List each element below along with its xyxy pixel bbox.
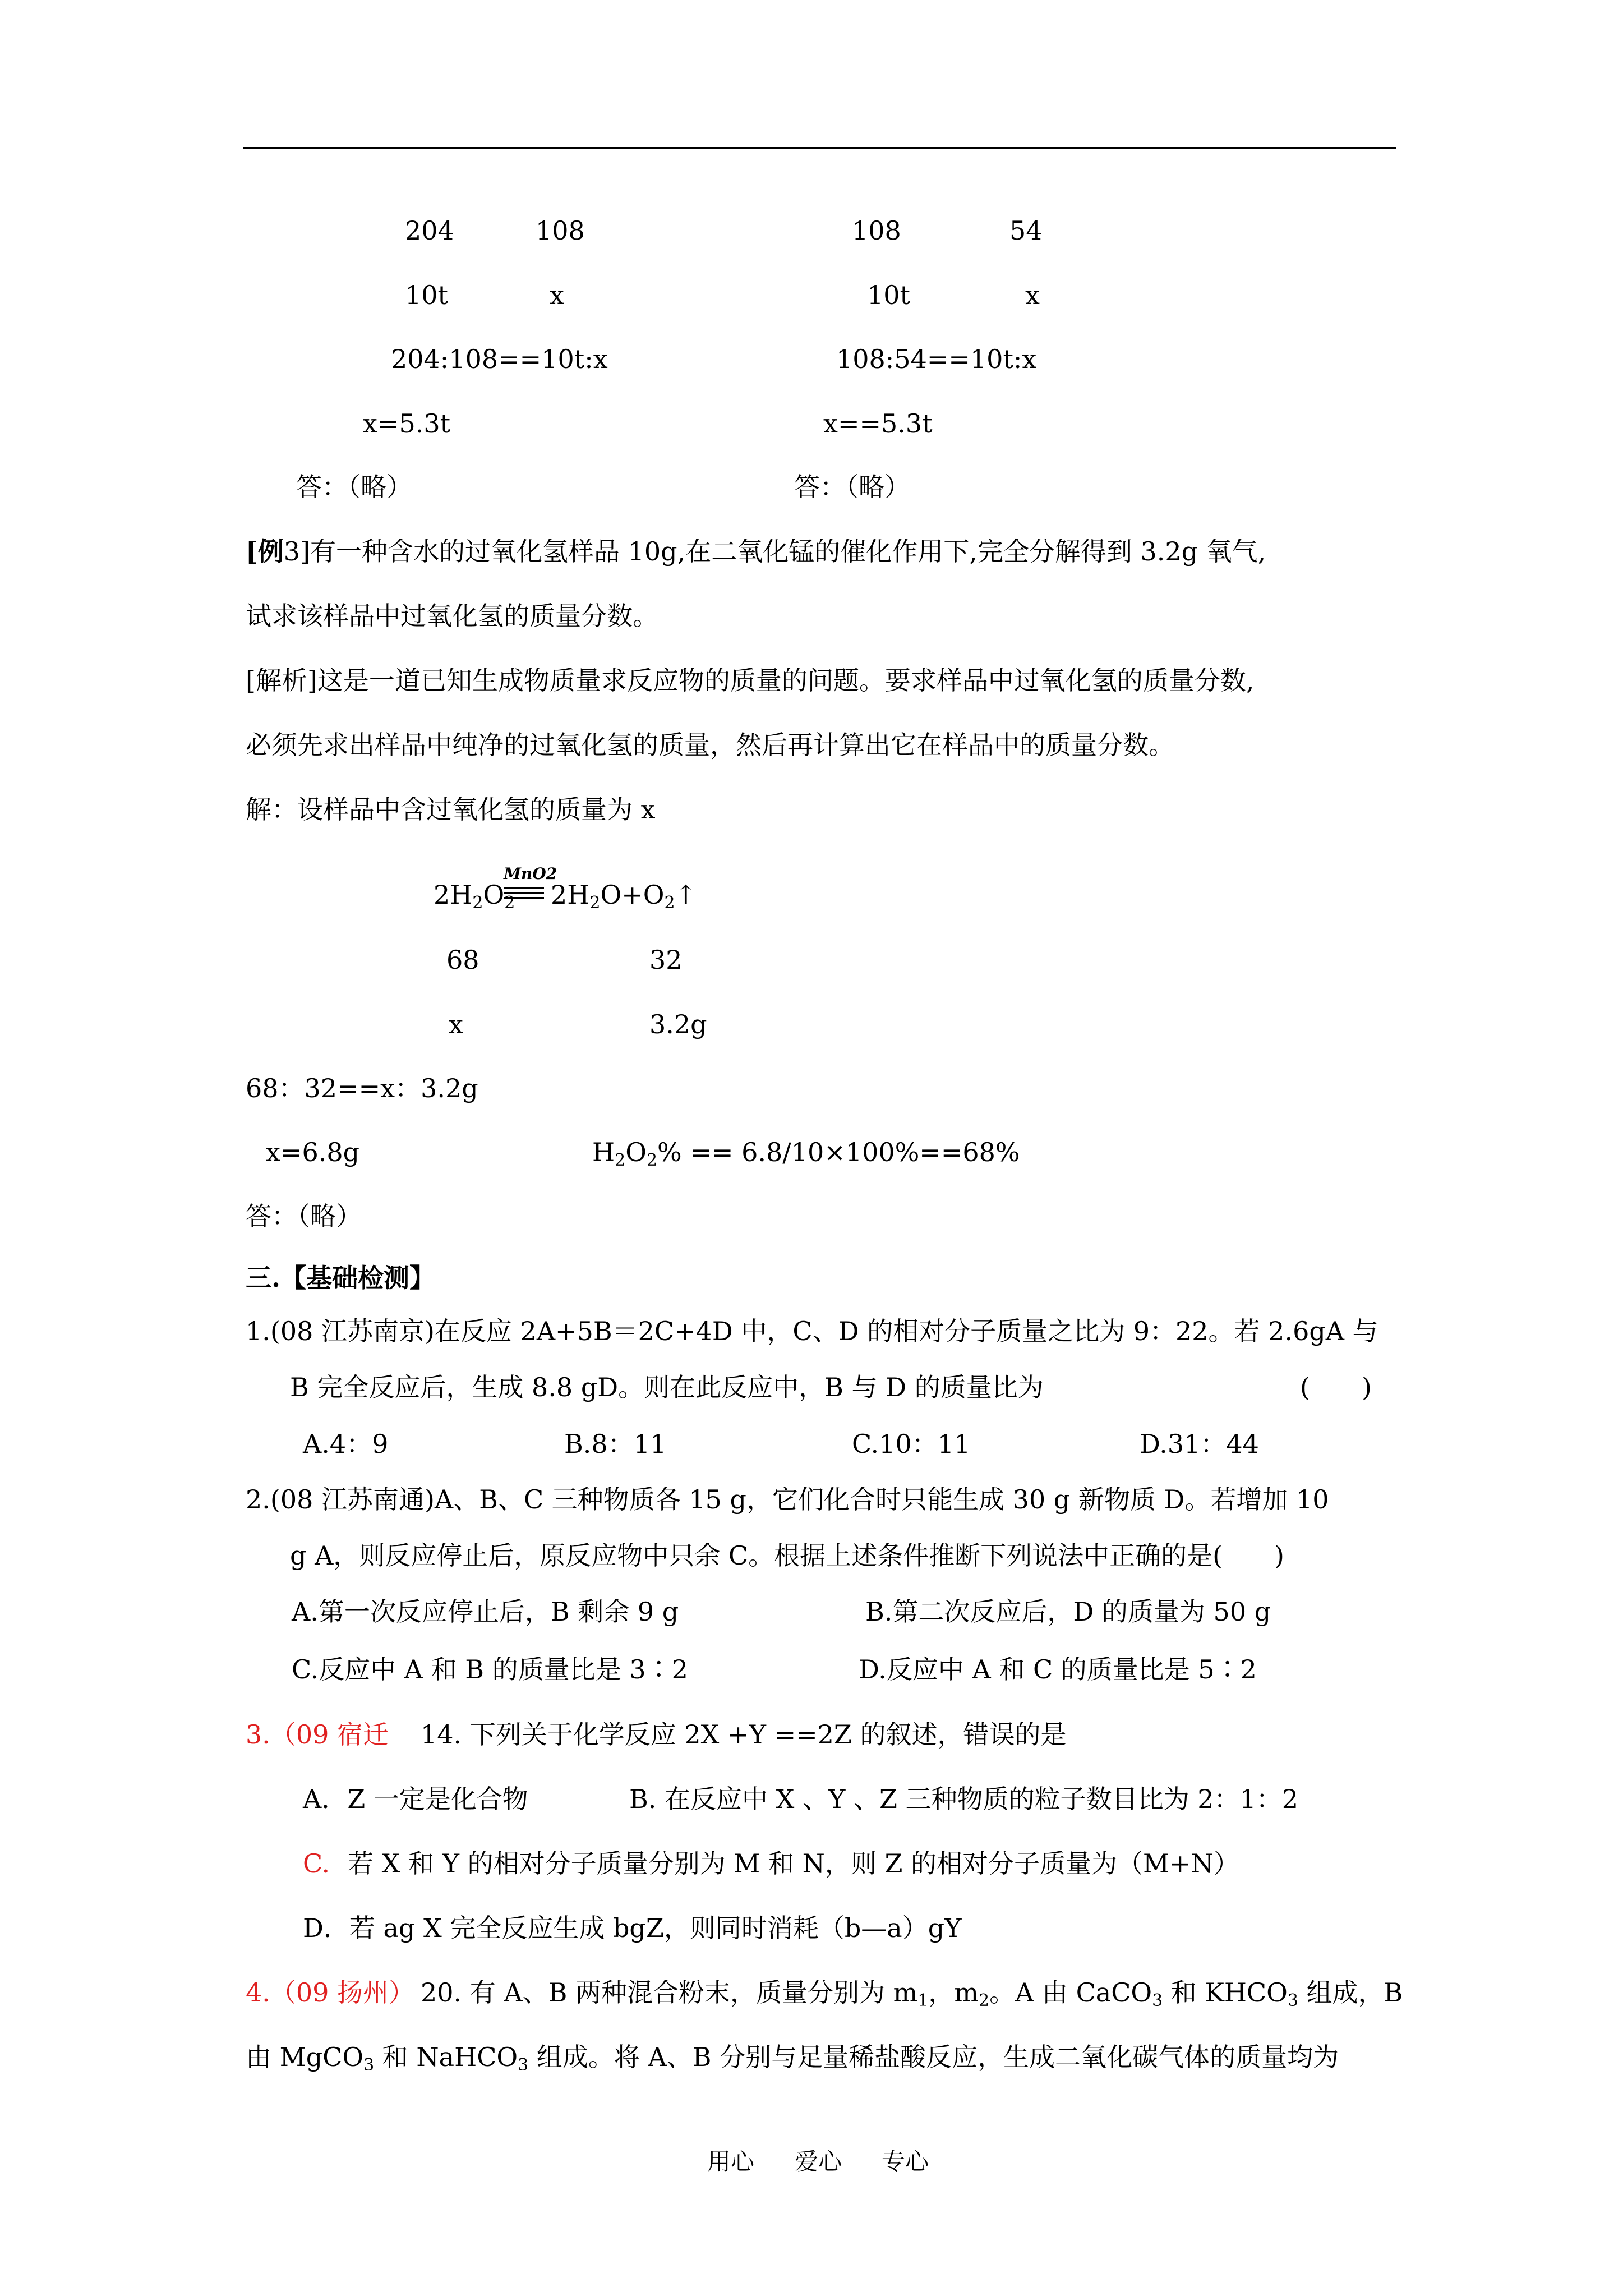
question-4-source: 4.（09 扬州） — [246, 1977, 415, 2008]
option-b: B.第二次反应后，D 的质量为 50 g — [865, 1596, 1271, 1627]
example-question: 试求该样品中过氧化氢的质量分数。 — [246, 601, 658, 631]
calc-ratio: 204:108==10t:x — [391, 344, 608, 374]
option-d: D.31：44 — [1140, 1429, 1259, 1459]
option-d: D．若 ag X 完全反应生成 bgZ，则同时消耗（b—a）gY — [303, 1913, 962, 1943]
option-a: A.第一次反应停止后，B 剩余 9 g — [292, 1596, 679, 1627]
answer-text: 答：（略） — [246, 1201, 362, 1231]
question-1-text: B 完全反应后，生成 8.8 gD。则在此反应中，B 与 D 的质量比为 — [290, 1372, 1044, 1402]
calc-answer: 答：（略） — [794, 472, 910, 502]
question-4-text: 20. 有 A、B 两种混合粉末，质量分别为 $m_1$，$m_2$。A 由 CaCO$_3$ 和 $KHCO_3$ 组成，B — [421, 1977, 1403, 2010]
answer-bracket: ( ) — [1300, 1372, 1372, 1402]
result-text: x=6.8g — [266, 1137, 360, 1167]
option-d: D.反应中 A 和 C 的质量比是 5∶2 — [859, 1654, 1257, 1685]
footer-text: 用心 — [707, 2148, 755, 2175]
equation-right: $2H_2O+O_2↑$ — [551, 880, 697, 913]
molar-mass: 32 — [649, 945, 683, 975]
footer-text: 爱心 — [795, 2148, 842, 2175]
percent-text: $H_2O_2\% == 6.8/10\times 100\%==68\%$ — [592, 1137, 1020, 1170]
calc-value: 204 — [405, 215, 454, 246]
option-c: 若 X 和 Y 的相对分子质量分别为 M 和 N，则 Z 的相对分子质量为（M+N） — [348, 1848, 1239, 1879]
footer-text: 专心 — [882, 2148, 929, 2175]
question-4-text: 由 MgCO$_3$ 和 NaHCO$_3$ 组成。将 A、B 分别与足量稀盐酸反应，生成二氧化碳气体的质量均为 — [246, 2042, 1339, 2075]
option-c: C.10：11 — [852, 1429, 971, 1459]
calc-value: 108 — [852, 215, 901, 246]
calc-answer: 答：（略） — [296, 472, 412, 502]
molar-mass: 68 — [446, 945, 479, 975]
option-c: C.反应中 A 和 B 的质量比是 3∶2 — [292, 1654, 688, 1685]
mass-variable: x — [449, 1009, 463, 1039]
calc-value: x — [550, 280, 564, 310]
header-rule — [243, 147, 1396, 149]
option-c-label: C. — [303, 1848, 330, 1879]
calc-ratio: 108:54==10t:x — [836, 344, 1037, 374]
mass-value: 3.2g — [649, 1009, 707, 1039]
option-a: A．Z 一定是化合物 — [303, 1784, 528, 1814]
up-arrow-icon: ↑ — [675, 880, 697, 910]
question-3-source: 3.（09 宿迁 — [246, 1719, 389, 1750]
question-2-text: g A，则反应停止后，原反应物中只余 C。根据上述条件推断下列说法中正确的是( ) — [290, 1540, 1284, 1571]
calc-result: x=5.3t — [363, 408, 451, 439]
section-heading: 三.【基础检测】 — [246, 1263, 436, 1293]
question-2-text: 2.(08 江苏南通)A、B、C 三种物质各 15 g，它们化合时只能生成 30 g 新物质 D。若增加 10 — [246, 1484, 1329, 1515]
solution-text: 解：设样品中含过氧化氢的质量为 x — [246, 794, 656, 825]
question-1-text: 1.(08 江苏南京)在反应 2A+5B＝2C+4D 中，C、D 的相对分子质量之比为 9：22。若 2.6gA 与 — [246, 1316, 1378, 1346]
calc-value: x — [1025, 280, 1040, 310]
equation-left: $2H_2O_2$ — [434, 880, 515, 913]
calc-value: 108 — [536, 215, 585, 246]
calc-value: 54 — [1009, 215, 1043, 246]
calc-value: 10t — [405, 280, 449, 310]
option-b: B. 在反应中 X 、Y 、Z 三种物质的粒子数目比为 2：1：2 — [629, 1784, 1299, 1814]
analysis-text: 必须先求出样品中纯净的过氧化氢的质量，然后再计算出它在样品中的质量分数。 — [246, 730, 1174, 760]
calc-value: 10t — [867, 280, 911, 310]
analysis-text: [解析]这是一道已知生成物质量求反应物的质量的问题。要求样品中过氧化氢的质量分数, — [246, 665, 1255, 696]
option-b: B.8：11 — [564, 1429, 667, 1459]
catalyst-label: MnO2 — [504, 864, 557, 883]
example-label: [例3]有一种含水的过氧化氢样品 10g,在二氧化锰的催化作用下,完全分解得到 3.2g 氧气, — [246, 536, 1266, 567]
question-3-text: 14. 下列关于化学反应 2X +Y ==2Z 的叙述，错误的是 — [421, 1719, 1067, 1750]
calc-result: x==5.3t — [823, 408, 933, 439]
option-a: A.4：9 — [303, 1429, 389, 1459]
ratio-text: 68：32==x：3.2g — [246, 1073, 478, 1103]
